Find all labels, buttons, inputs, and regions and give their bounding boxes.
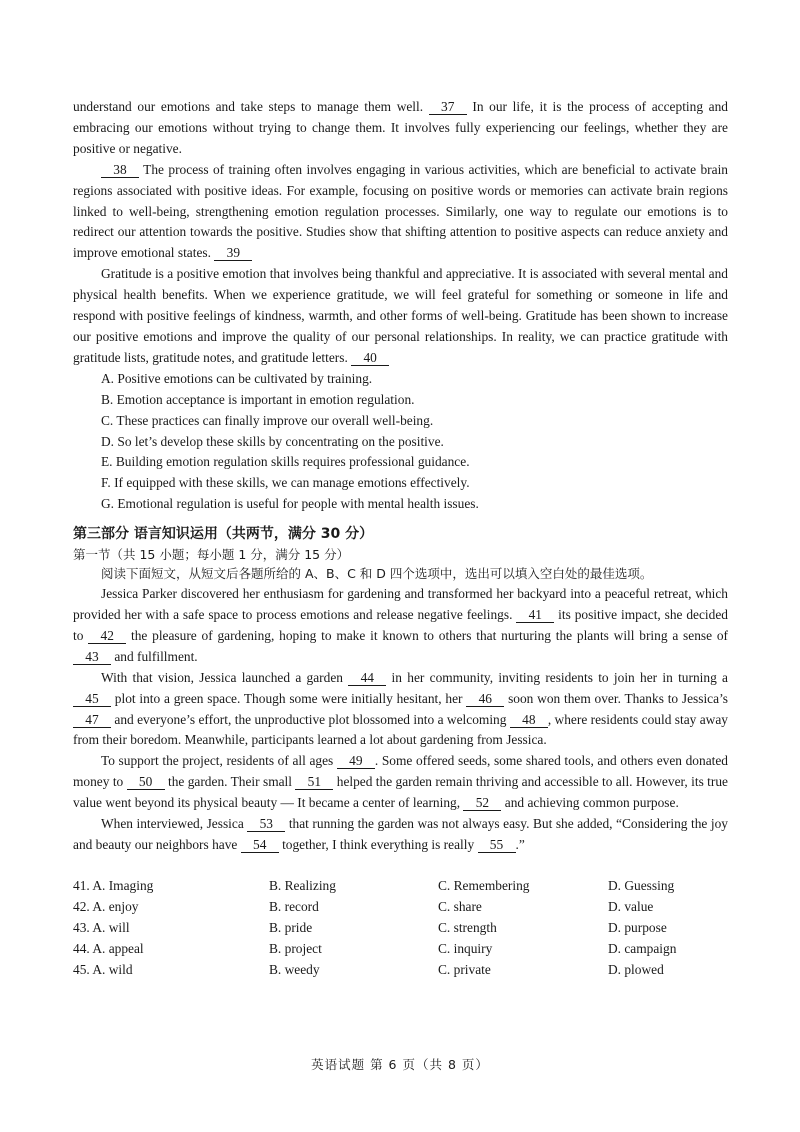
text: and fulfillment.	[111, 648, 198, 664]
choice-a[interactable]: 43. A. will	[73, 919, 130, 935]
text: . Some offered seeds, some shared tools, and others even donated money to	[73, 753, 728, 790]
option-c: C. These practices can finally improve our overall well-being.	[101, 412, 434, 428]
option-b: B. Emotion acceptance is important in emotion regulation.	[101, 391, 415, 407]
paragraph-1	[73, 97, 728, 160]
section-subtitle: 第一节（共 15 小题；每小题 1 分，满分 15 分）	[73, 547, 350, 563]
choice-b[interactable]: B. weedy	[269, 961, 320, 977]
blank-48[interactable]: 48	[510, 713, 548, 728]
choice-d[interactable]: D. purpose	[608, 919, 667, 935]
paragraph-3	[73, 264, 728, 369]
blank-55[interactable]: 55	[478, 838, 516, 853]
blank-41[interactable]: 41	[516, 608, 554, 623]
text: Jessica Parker discovered her enthusiasm for gardening and transformed her backyard into a peaceful retreat, which provided her with a safe space to process emotions and release negative feelings.	[73, 586, 728, 623]
page-footer: 英语试题 第 6 页（共 8 页）	[311, 1057, 489, 1072]
choice-c[interactable]: C. inquiry	[438, 940, 493, 956]
choice-d[interactable]: D. plowed	[608, 961, 664, 977]
choice-b[interactable]: B. Realizing	[269, 877, 336, 893]
blank-54[interactable]: 54	[241, 838, 279, 853]
blank-53[interactable]: 53	[247, 817, 285, 832]
choice-d[interactable]: D. Guessing	[608, 877, 675, 893]
blank-39[interactable]: 39	[214, 246, 252, 261]
text: With that vision, Jessica launched a garden	[101, 669, 349, 685]
answer-row-45	[73, 960, 728, 981]
blank-45[interactable]: 45	[73, 692, 111, 707]
text: soon won them over. Thanks to Jessica’s	[504, 690, 729, 706]
choice-a[interactable]: 42. A. enjoy	[73, 898, 139, 914]
text: the pleasure of gardening, hoping to make it known to others that nurturing the plants will bring a sense of	[126, 627, 728, 643]
blank-42[interactable]: 42	[88, 629, 126, 644]
text: its positive impact, she decided to	[73, 607, 728, 643]
cloze-paragraph-2	[73, 668, 728, 752]
text: that running the garden was not always easy. But she added, “Considering the joy and beauty our neighbors have	[73, 816, 728, 852]
blank-40[interactable]: 40	[351, 351, 389, 366]
option-f: F. If equipped with these skills, we can manage emotions effectively.	[101, 475, 470, 491]
blank-50[interactable]: 50	[127, 775, 165, 790]
cloze-paragraph-1	[73, 584, 728, 668]
text: When interviewed, Jessica	[101, 816, 248, 832]
blank-43[interactable]: 43	[73, 650, 111, 665]
text: plot into a green space. Though some were initially hesitant, her	[111, 690, 467, 706]
cloze-paragraph-3	[73, 751, 728, 814]
choice-a[interactable]: 45. A. wild	[73, 961, 133, 977]
choice-a[interactable]: 41. A. Imaging	[73, 877, 154, 893]
option-a: A. Positive emotions can be cultivated by training.	[101, 370, 373, 386]
text: the garden. Their small	[164, 774, 296, 790]
paragraph-2	[73, 160, 728, 265]
blank-37[interactable]: 37	[429, 100, 467, 115]
choice-c[interactable]: C. share	[438, 898, 482, 914]
blank-47[interactable]: 47	[73, 713, 111, 728]
section-title: 第三部分 语言知识运用（共两节，满分 30 分）	[73, 526, 374, 543]
cloze-paragraph-4	[73, 814, 728, 856]
text: , where residents could stay away from their boredom. Meanwhile, participants learned a lot about gardening from Jessica.	[73, 711, 728, 748]
answer-row-44	[73, 939, 728, 960]
choice-a[interactable]: 44. A. appeal	[73, 940, 144, 956]
choice-c[interactable]: C. strength	[438, 919, 497, 935]
choice-c[interactable]: C. Remembering	[438, 877, 530, 893]
choice-c[interactable]: C. private	[438, 961, 491, 977]
text: and achieving common purpose.	[501, 795, 679, 811]
text: together, I think everything is really	[278, 837, 478, 852]
choice-d[interactable]: D. campaign	[608, 940, 677, 956]
text: .”	[515, 837, 525, 852]
answer-choices	[73, 876, 728, 981]
answer-row-41	[73, 876, 728, 897]
text: in her community, inviting residents to join her in turning a	[386, 669, 728, 685]
text: In our life, it is the process of accepting and embracing our emotions without trying to change them. It involves fully experiencing our feelings, whether they are positive or negative.	[73, 99, 728, 156]
page-content	[73, 97, 728, 980]
options-list	[73, 369, 728, 515]
blank-38[interactable]: 38	[101, 163, 139, 178]
text: and everyone’s effort, the unproductive plot blossomed into a welcoming	[111, 711, 510, 727]
choice-b[interactable]: B. record	[269, 898, 319, 914]
choice-b[interactable]: B. pride	[269, 919, 313, 935]
text: To support the project, residents of all ages	[101, 753, 337, 769]
text: Gratitude is a positive emotion that involves being thankful and appreciative. It is associated with several mental and physical health benefits. When we experience gratitude, we will feel grateful for something or someone in life and respond with positive feelings of kindness, warmth, and other forms of well-being. Gratitude has been shown to increase our positive emotions and improve the quality of our personal relationships. In reality, we can practice gratitude with gratitude lists, gratitude notes, and gratitude letters.	[73, 266, 728, 365]
blank-44[interactable]: 44	[348, 671, 386, 686]
text: The process of training often involves engaging in various activities, which are beneficial to activate brain regions associated with positive ideas. For example, focusing on positive words or memories can activate brain regions linked to well-being, strengthening emotion regulation processes. Similarly, one way to regulate our emotions is to redirect our attention towards the positive. Studies show that shifting attention to positive aspects can reduce anxiety and improve emotional states.	[73, 161, 728, 261]
answer-row-43	[73, 918, 728, 939]
text: helped the garden remain thriving and accessible to all. However, its true value went beyond its physical beauty — It became a center of learning,	[73, 774, 728, 811]
blank-51[interactable]: 51	[295, 775, 333, 790]
blank-52[interactable]: 52	[463, 796, 501, 811]
answer-row-42	[73, 897, 728, 918]
option-e: E. Building emotion regulation skills requires professional guidance.	[101, 454, 470, 470]
choice-b[interactable]: B. project	[269, 940, 322, 956]
blank-46[interactable]: 46	[466, 692, 504, 707]
text: understand our emotions and take steps to manage them well.	[73, 99, 429, 114]
option-d: D. So let’s develop these skills by concentrating on the positive.	[101, 433, 444, 449]
option-g: G. Emotional regulation is useful for people with mental health issues.	[101, 496, 479, 512]
choice-d[interactable]: D. value	[608, 898, 654, 914]
blank-49[interactable]: 49	[337, 754, 375, 769]
section-instruction: 阅读下面短文，从短文后各题所给的 A、B、C 和 D 四个选项中，选出可以填入空白处的最佳选项。	[101, 566, 653, 582]
